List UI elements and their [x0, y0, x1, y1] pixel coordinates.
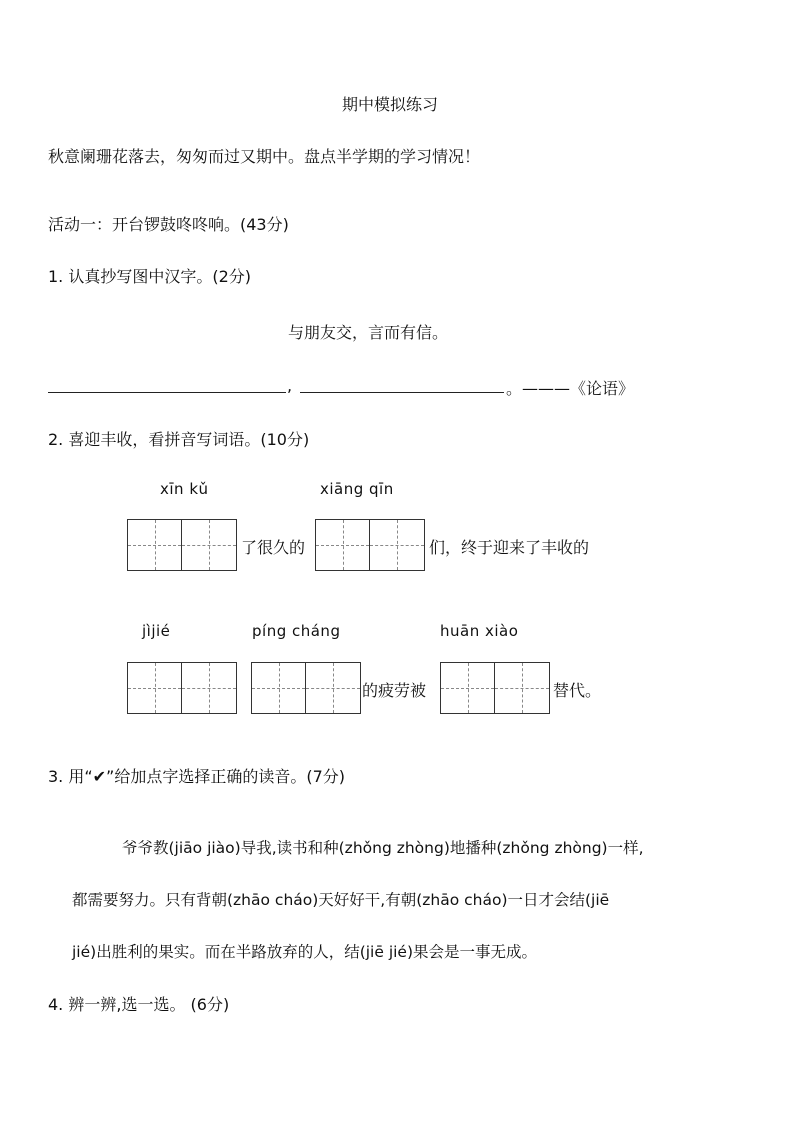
pinyin-jijie: jìjié [142, 622, 171, 640]
question-4-heading: 4. 辨一辨,选一选。 (6分) [48, 995, 230, 1014]
question-3-heading: 3. 用“✔”给加点字选择正确的读音。(7分) [48, 767, 346, 786]
passage-line-2: 都需要努力。只有背朝(zhāo cháo)天好好干,有朝(zhāo cháo)一日才会结(jiē [72, 891, 610, 909]
page-title: 期中模拟练习 [342, 95, 439, 114]
writing-grid-jijie[interactable] [127, 662, 237, 714]
question-1-heading: 1. 认真抄写图中汉字。(2分) [48, 267, 252, 286]
writing-grid-huanxiao[interactable] [440, 662, 550, 714]
sentence-fragment-3: 的疲劳被 [362, 681, 427, 700]
writing-grid-xinku[interactable] [127, 519, 237, 571]
grid-cell[interactable] [441, 663, 495, 713]
grid-cell[interactable] [128, 663, 182, 713]
pinyin-xinku: xīn kǔ [160, 480, 209, 498]
sentence-fragment-2: 们，终于迎来了丰收的 [429, 538, 590, 557]
sentence-fragment-4: 替代。 [553, 681, 602, 700]
grid-cell[interactable] [182, 663, 236, 713]
activity-heading: 活动一：开台锣鼓咚咚响。(43分) [48, 215, 289, 234]
writing-grid-xiangqin[interactable] [315, 519, 425, 571]
grid-cell[interactable] [128, 520, 182, 570]
question-2-heading: 2. 喜迎丰收，看拼音写词语。(10分) [48, 430, 310, 449]
grid-cell[interactable] [182, 520, 236, 570]
writing-grid-pingchang[interactable] [251, 662, 361, 714]
answer-line-1[interactable] [48, 392, 286, 393]
passage-line-1: 爷爷教(jiāo jiào)导我,读书和种(zhǒng zhòng)地播种(zhǒng zhòng)一样, [122, 839, 644, 857]
passage-line-3: jié)出胜利的果实。而在半路放弃的人，结(jiē jié)果会是一事无成。 [72, 943, 538, 961]
grid-cell[interactable] [252, 663, 306, 713]
quote-source: 。———《论语》 [506, 379, 635, 398]
answer-line-2[interactable] [300, 392, 504, 393]
answer-comma: , [287, 376, 293, 395]
grid-cell[interactable] [316, 520, 370, 570]
grid-cell[interactable] [495, 663, 549, 713]
intro-text: 秋意阑珊花落去，匆匆而过又期中。盘点半学期的学习情况！ [48, 147, 481, 166]
pinyin-xiangqin: xiāng qīn [320, 480, 394, 498]
grid-cell[interactable] [370, 520, 424, 570]
quote-text: 与朋友交，言而有信。 [288, 323, 449, 342]
grid-cell[interactable] [306, 663, 360, 713]
pinyin-pingchang: píng cháng [252, 622, 341, 640]
sentence-fragment-1: 了很久的 [241, 538, 306, 557]
pinyin-huanxiao: huān xiào [440, 622, 519, 640]
